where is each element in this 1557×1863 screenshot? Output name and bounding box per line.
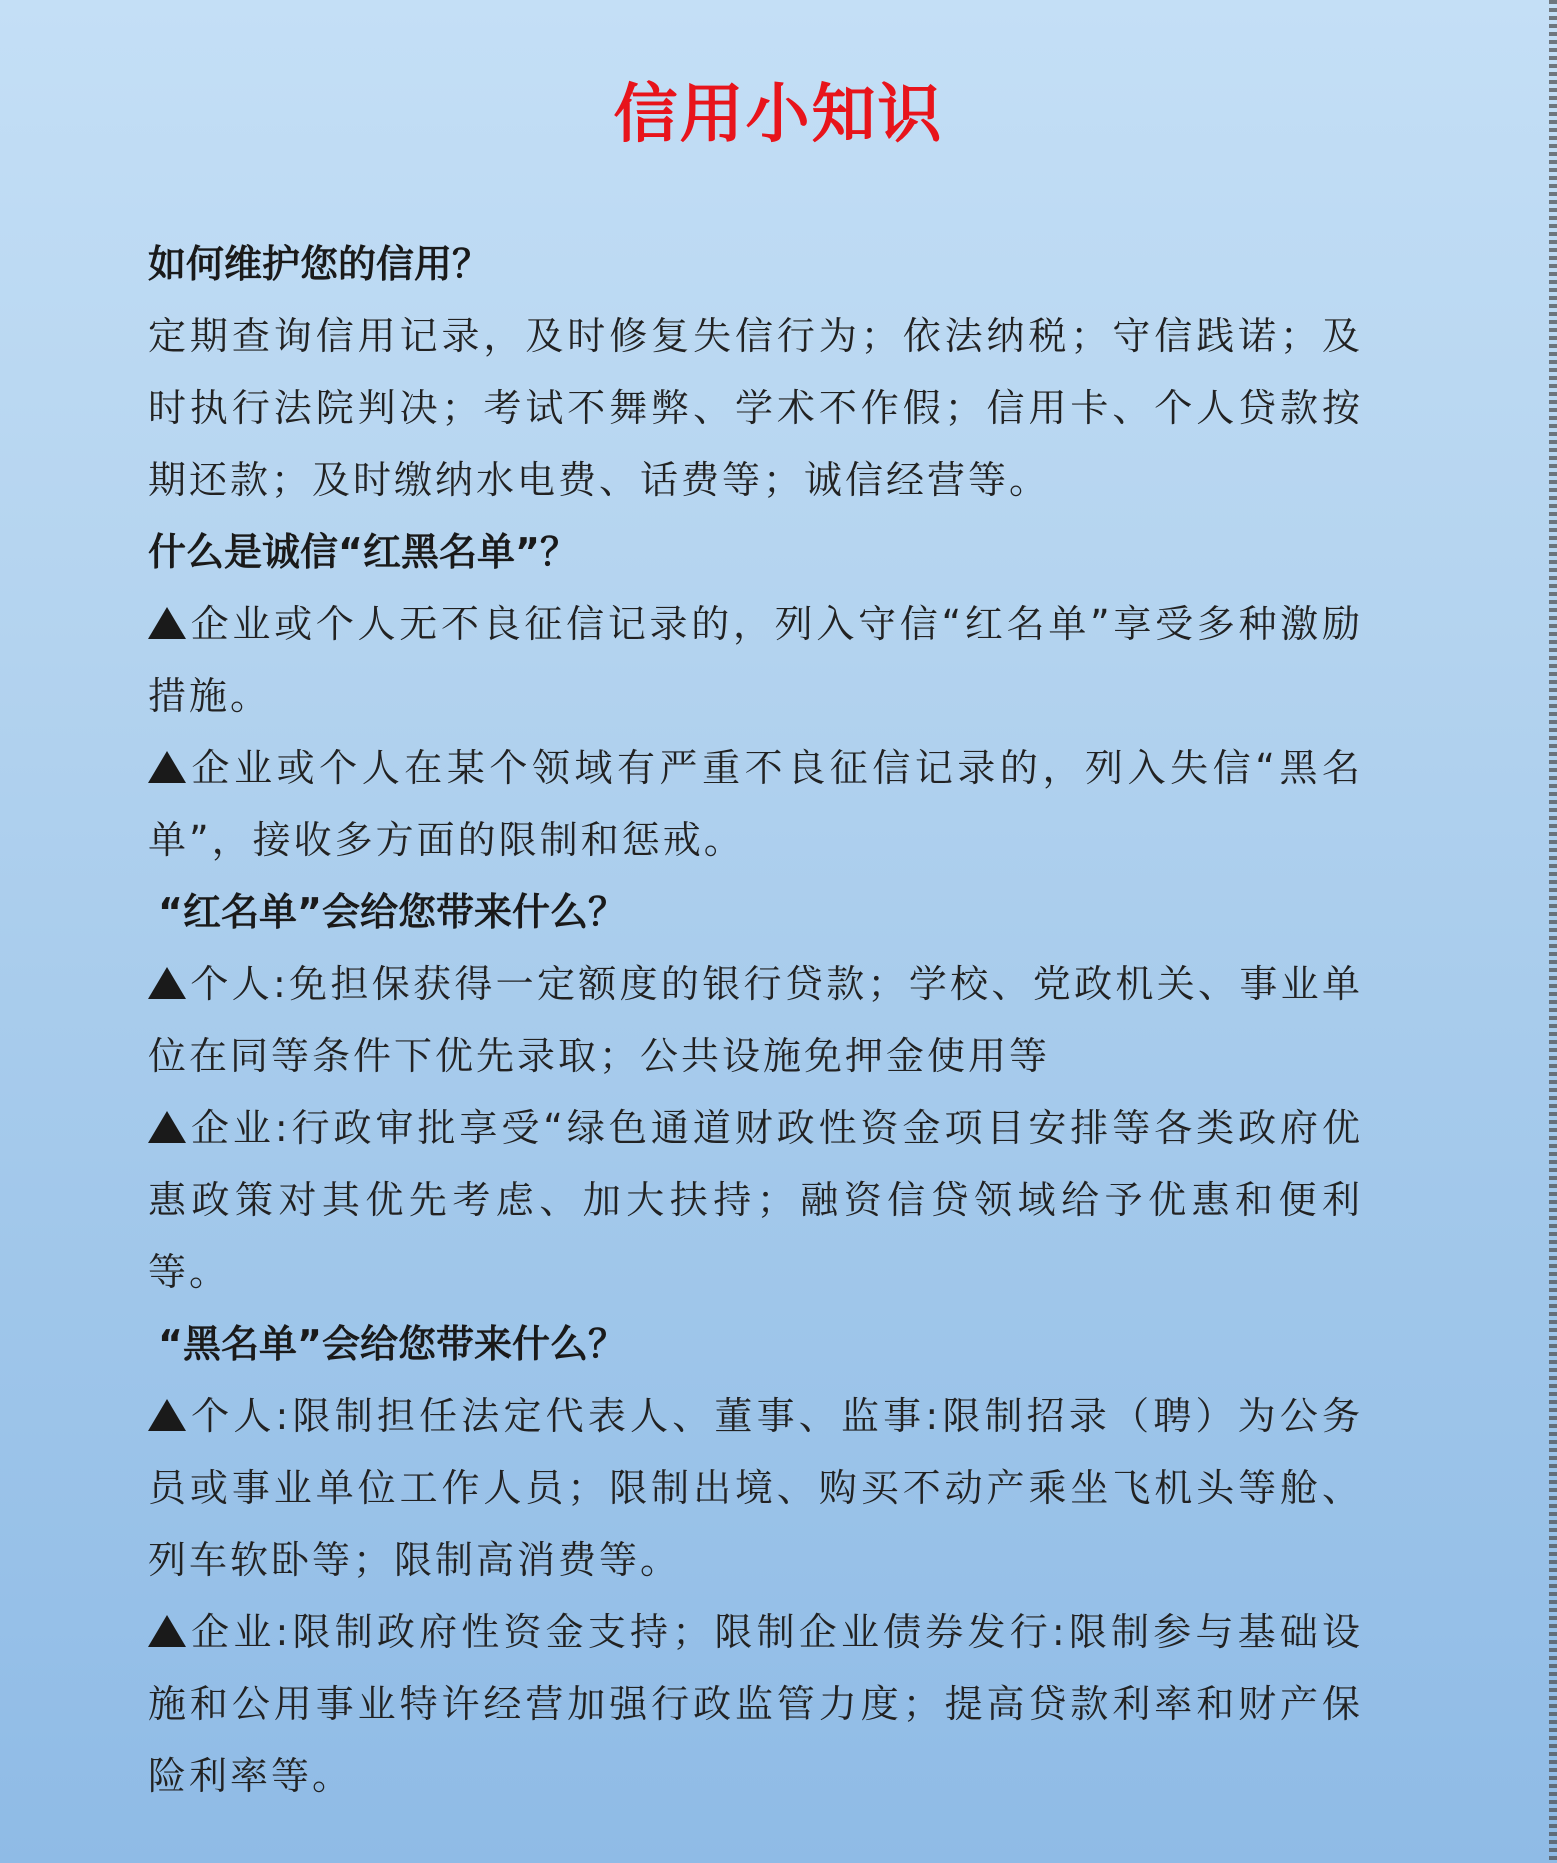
section-heading-red-list-benefits: “红名单”会给您带来什么？: [158, 890, 626, 934]
triangle-bullet-icon: [148, 751, 186, 783]
triangle-bullet-icon: [148, 1111, 186, 1143]
section-heading-black-list-penalties: “黑名单”会给您带来什么？: [158, 1322, 626, 1366]
bullet-paragraph: 企业或个人无不良征信记录的，列入守信“红名单”享受多种激励措施。: [148, 602, 1363, 718]
section-heading-maintain-credit: 如何维护您的信用？: [148, 242, 491, 286]
page-edge-dots: [1549, 0, 1557, 1863]
triangle-bullet-icon: [148, 1399, 186, 1431]
triangle-bullet-icon: [148, 1615, 186, 1647]
bullet-paragraph: 企业或个人在某个领域有严重不良征信记录的，列入失信“黑名单”，接收多方面的限制和惩戒。: [148, 746, 1363, 862]
section-heading-red-black-list: 什么是诚信“红黑名单”？: [148, 530, 578, 574]
page-title: 信用小知识: [613, 77, 944, 152]
triangle-bullet-icon: [148, 967, 186, 999]
bullet-paragraph: 企业:限制政府性资金支持；限制企业债券发行:限制参与基础设施和公用事业特许经营加强行政监管力度；提高贷款利率和财产保险利率等。: [148, 1610, 1363, 1798]
bullet-paragraph: 个人:限制担任法定代表人、董事、监事:限制招录（聘）为公务员或事业单位工作人员；限制出境、购买不动产乘坐飞机头等舱、列车软卧等；限制高消费等。: [148, 1394, 1363, 1582]
triangle-bullet-icon: [148, 607, 186, 639]
paragraph: 定期查询信用记录，及时修复失信行为；依法纳税；守信践诺；及时执行法院判决；考试不舞弊、学术不作假；信用卡、个人贷款按期还款；及时缴纳水电费、话费等；诚信经营等。: [148, 314, 1363, 502]
content-body: [148, 228, 1363, 1812]
bullet-paragraph: 个人:免担保获得一定额度的银行贷款；学校、党政机关、事业单位在同等条件下优先录取；公共设施免押金使用等: [148, 962, 1363, 1078]
bullet-paragraph: 企业:行政审批享受“绿色通道财政性资金项目安排等各类政府优惠政策对其优先考虑、加大扶持；融资信贷领域给予优惠和便利等。: [148, 1106, 1363, 1294]
